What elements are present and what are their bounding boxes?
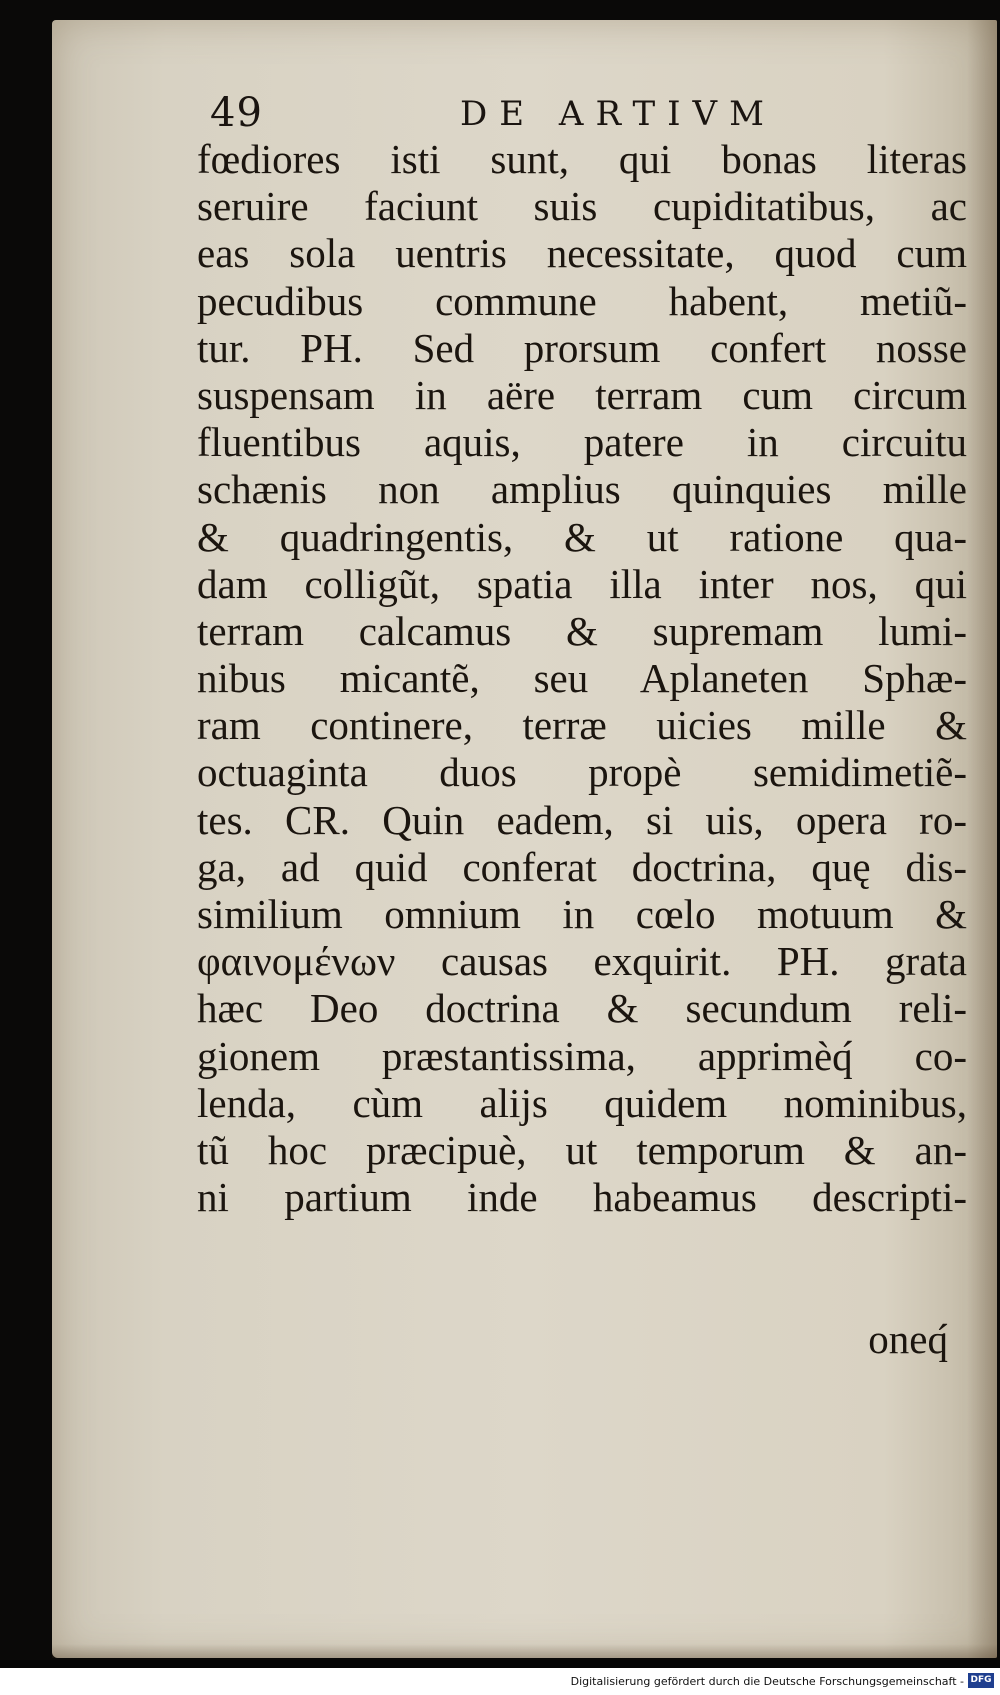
body-text	[197, 136, 967, 1221]
funding-credit: Digitalisierung gefördert durch die Deutsche Forschungsgemeinschaft -	[570, 1675, 964, 1688]
page-header	[210, 88, 810, 138]
text-line: tũ hoc præcipuè, ut temporum & an-	[197, 1126, 967, 1173]
text-line: fœdiores isti sunt, qui bonas literas	[197, 136, 967, 182]
text-line: φαινομένων causas exquirit. PH. grata	[197, 938, 967, 985]
digitization-footer	[0, 1668, 1000, 1695]
text-line: ram continere, terræ uicies mille &	[197, 702, 967, 749]
page-number: 49	[210, 90, 263, 136]
text-line: pecudibus commune habent, metiũ-	[197, 277, 967, 324]
text-line: similium omnium in cœlo motuum &	[197, 891, 967, 937]
text-line: seruire faciunt suis cupiditatibus, ac	[197, 183, 967, 230]
text-line: nibus micantẽ, seu Aplaneten Sphæ-	[197, 655, 967, 702]
page-bottom-shadow	[52, 1644, 997, 1658]
text-line: suspensam in aëre terram cum circum	[197, 371, 967, 418]
text-line: eas sola uentris necessitate, quod cum	[197, 230, 967, 277]
text-line: terram calcamus & supremam lumi-	[197, 607, 967, 654]
text-line: dam colligũt, spatia illa inter nos, qui	[197, 560, 967, 607]
catchword: oneq́	[868, 1316, 948, 1362]
text-line: & quadringentis, & ut ratione qua-	[197, 513, 967, 560]
text-line: gionem præstantissima, apprimèq́ co-	[197, 1032, 967, 1079]
text-line: octuaginta duos propè semidimetiẽ-	[197, 749, 967, 796]
text-line: ni partium inde habeamus descripti-	[197, 1174, 967, 1221]
running-head: DE ARTIVM	[460, 94, 776, 134]
text-line: tur. PH. Sed prorsum confert nosse	[197, 324, 967, 371]
text-line: lenda, cùm aliјs quidem nominibus,	[197, 1079, 967, 1126]
page-edge-shadow	[967, 20, 997, 1658]
text-line: tes. CR. Quin eadem, si uis, opera ro-	[197, 796, 967, 843]
text-line: fluentibus aquis, patere in circuitu	[197, 419, 967, 466]
text-line: hæc Deo doctrina & secundum reli-	[197, 985, 967, 1032]
text-line: ga, ad quid conferat doctrina, quę dis-	[197, 843, 967, 890]
text-line: schænis non amplius quinquies mille	[197, 466, 967, 513]
dfg-logo: DFG	[968, 1673, 994, 1688]
